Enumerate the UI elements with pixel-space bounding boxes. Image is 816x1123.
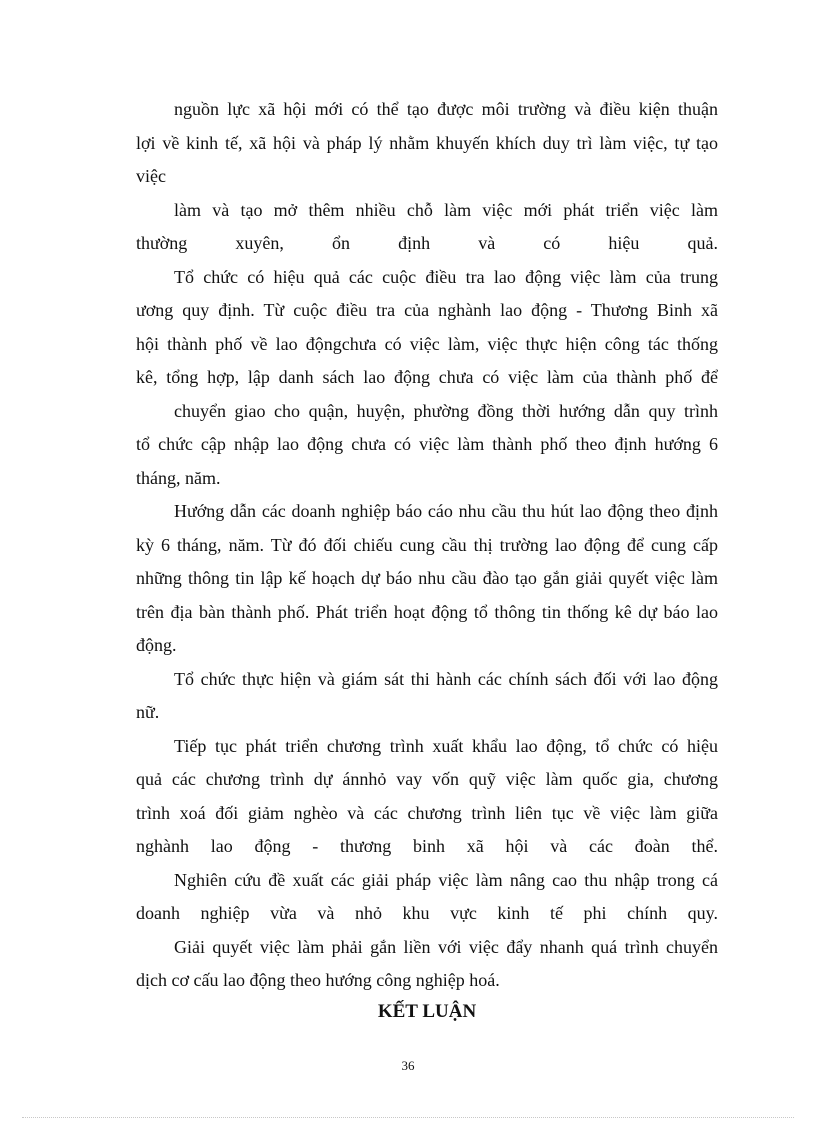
text-line: Nghiên cứu đề xuất các giải pháp việc làm nâng cao thu nhập trong cá [174,869,718,890]
text-line: trên địa bàn thành phố. Phát triển hoạt động tổ thông tin thống kê dự báo lao [136,601,718,622]
text-line: nữ. [136,702,160,722]
text-line: kỳ 6 tháng, năm. Từ đó đối chiếu cung cầu thị trường lao động để cung cấp [136,534,718,555]
text-line: nghành lao động - thương binh xã hội và các đoàn thể. [136,836,718,856]
text-line: chuyển giao cho quận, huyện, phường đồng thời hướng dẫn quy trình [174,400,718,421]
text-line: tổ chức cập nhập lao động chưa có việc làm thành phố theo định hướng 6 [136,434,718,454]
text-line: dịch cơ cấu lao động theo hướng công nghiệp hoá. [136,970,500,990]
text-line: Tổ chức thực hiện và giám sát thi hành các chính sách đối với lao động [174,668,718,689]
section-heading: KẾT LUẬN [377,1001,477,1022]
text-line: quả các chương trình dự ánnhỏ vay vốn quỹ việc làm quốc gia, chương [136,769,718,789]
text-line: những thông tin lập kế hoạch dự báo nhu cầu đào tạo gắn giải quyết việc làm [136,568,718,588]
text-line: động. [136,635,177,655]
text-line: trình xoá đối giảm nghèo và các chương trình liên tục về việc làm giữa [136,802,718,823]
text-line: thường xuyên, ổn định và có hiệu quả. [136,233,718,253]
text-line: nguồn lực xã hội mới có thể tạo được môi trường và điều kiện thuận [174,99,718,119]
page-bottom-divider [22,1117,794,1118]
text-line: Hướng dẫn các doanh nghiệp báo cáo nhu cầu thu hút lao động theo định [174,501,718,521]
text-line: ương quy định. Từ cuộc điều tra của nghành lao động - Thương Binh xã [136,300,718,320]
text-line: doanh nghiệp vừa và nhỏ khu vực kinh tế phi chính quy. [136,903,718,923]
text-line: làm và tạo mở thêm nhiều chỗ làm việc mới phát triển việc làm [174,199,718,220]
text-line: Tiếp tục phát triển chương trình xuất khẩu lao động, tổ chức có hiệu [174,735,718,756]
text-line: Giải quyết việc làm phải gắn liền với việc đẩy nhanh quá trình chuyển [174,936,718,957]
body-text [136,93,718,998]
text-line: lợi về kinh tế, xã hội và pháp lý nhằm khuyến khích duy trì làm việc, tự tạo [136,132,718,153]
text-line: kê, tổng hợp, lập danh sách lao động chưa có việc làm của thành phố để [136,367,718,387]
text-line: việc [136,166,166,186]
text-line: tháng, năm. [136,467,221,488]
page-number: 36 [401,1058,415,1073]
text-line: Tổ chức có hiệu quả các cuộc điều tra lao động việc làm của trung [174,266,718,287]
text-line: hội thành phố về lao độngchưa có việc làm, việc thực hiện công tác thống [136,333,718,354]
